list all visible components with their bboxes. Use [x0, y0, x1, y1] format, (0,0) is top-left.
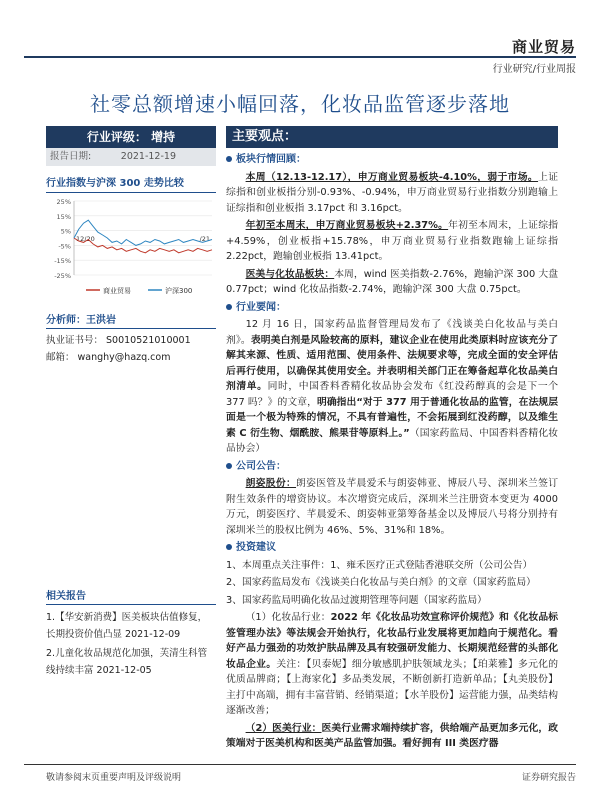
report-date-label: 报告日期: — [50, 151, 92, 162]
y-tick-label: 15% — [56, 212, 71, 221]
bullet-icon — [226, 304, 232, 310]
license-number: 执业证书号： S0010521010001 — [46, 335, 191, 346]
paragraph: （2）医美行业：医美行业需求端持续扩容，供给端产品更加多元化，政策端对于医美机构和医美产品监管加强。看好拥有 III 类医疗器 — [226, 722, 559, 749]
header-category: 商业贸易 — [511, 38, 576, 56]
main-content — [226, 126, 558, 754]
related-title: 相关报告 — [46, 587, 216, 605]
section-industry-news: 行业要闻： — [226, 300, 558, 316]
rating-bar: 行业评级： 增持 — [46, 126, 216, 148]
y-tick-label: -25% — [54, 272, 71, 280]
header-subtitle: 行业研究/行业周报 — [492, 64, 576, 75]
report-title: 社零总额增速小幅回落，化妆品监管逐步落地 — [90, 92, 510, 116]
bullet-icon — [226, 156, 232, 162]
paragraph: （1）化妆品行业：2022 年《化妆品功效宣称评价规范》和《化妆品标签管理办法》等法规会开始执行，化妆品行业发展将更加趋向于规范化。看好产品力强劲的功效护肤品牌及具有较强研发能力、长期规范经营的头部化妆品企业。关注：【贝泰妮】细分敏感肌护肤领域龙头；【珀莱雅】多元化的优质品牌商；【上海家化】多品类发展，不断创新打造新单品；【丸美股份】主打中高端，拥有丰富营销、经销渠道；【水羊股份】运营能力强，品类结构逐渐改善； — [226, 612, 559, 716]
report-date-value: 2021-12-19 — [120, 151, 176, 162]
footer-disclaimer: 敬请参阅末页重要声明及评级说明 — [46, 773, 182, 783]
related-item[interactable]: 2.儿童化妆品规范化加强，芙清生科管线持续丰富 2021-12-05 — [46, 648, 208, 676]
paragraph: 2、国家药监局发布《浅谈美白化妆品与美白剂》的文章（国家药监局） — [226, 577, 536, 588]
analyst-label: 分析师：王洪岩 — [46, 311, 216, 329]
paragraph: 年初至本周末，申万商业贸易板块+2.37%。年初至本周末，上证综指+4.59%，创业板指+15.78%，申万商业贸易行业指数跑输上证综指 2.22pct，跑输创业板指 13.41pct。 — [226, 220, 558, 262]
index-chart — [46, 195, 216, 303]
chart-title: 行业指数与沪深 300 走势比较 — [46, 174, 216, 193]
x-tick-label: 12/20 — [76, 235, 95, 243]
y-tick-label: 25% — [56, 198, 71, 206]
legend-label: 沪深300 — [165, 287, 193, 295]
header-divider — [24, 56, 576, 58]
analyst-email[interactable]: 邮箱： wanghy@hazq.com — [46, 352, 171, 363]
paragraph: 本周（12.13-12.17），申万商业贸易板块-4.10%，弱于市场。上证综指和创业板指分别-0.93%、-0.94%，申万商业贸易行业指数分别跑输上证综指和创业板指 3.17pct 和 3.16pct。 — [226, 171, 558, 214]
y-tick-label: -5% — [58, 242, 71, 251]
paragraph: 医美与化妆品板块：本周，wind 医美指数-2.76%，跑输沪深 300 大盘 0.77pct；wind 化妆品指数-2.74%，跑输沪深 300 大盘 0.75pct。 — [226, 268, 558, 295]
paragraph: 1、本周重点关注事件：1、雍禾医疗正式登陆香港联交所（公司公告） — [226, 559, 533, 571]
x-tick-label: /21 — [199, 235, 210, 243]
section-investment: 投资建议 — [226, 540, 558, 556]
main-heading: 主要观点： — [226, 126, 558, 148]
paragraph: 3、国家药监局明确化妆品过渡期管理等问题（国家药监局） — [226, 594, 487, 606]
related-reports — [46, 587, 216, 681]
bullet-icon — [226, 544, 232, 550]
y-tick-label: -15% — [54, 257, 71, 266]
footer-label: 证券研究报告 — [521, 773, 576, 783]
left-sidebar — [46, 126, 216, 363]
section-market-review: 板块行情回顾： — [226, 152, 558, 168]
y-tick-label: 5% — [60, 227, 71, 236]
section-company-news: 公司公告： — [226, 459, 558, 475]
report-date-row — [46, 148, 216, 166]
related-item[interactable]: 1.【华安新消费】医美板块估值修复，长期投资价值凸显 2021-12-09 — [46, 612, 208, 640]
bullet-icon — [226, 463, 232, 469]
paragraph: 朗姿股份：朗姿医管及芊晨爱禾与朗姿韩亚、博辰八号、深圳米兰签订附生效条件的增资协议。本次增资完成后，深圳米兰注册资本变更为 4000 万元，朗姿医疗、芊晨爱禾、朗姿韩亚第筹备基金以及博辰八号将分别持有深圳米兰的股权比例为 46%、5%、31%和 18%。 — [226, 478, 559, 536]
footer-divider — [24, 764, 576, 765]
index-chart-svg — [46, 195, 216, 303]
legend-label: 商业贸易 — [103, 287, 131, 295]
paragraph: 12 月 16 日，国家药品监督管理局发布了《浅谈美白化妆品与美白剂》。表明美白剂是风险较高的原料，建议企业在使用此类原料时应该充分了解其来源、性质、适用范围、使用条件、法规要求等，完成全面的安全评估后再行使用，以确保其使用安全。并表明相关部门正在筹备起草化妆品美白剂清单。同时，中国香料香精化妆品协会发布《红没药醇真的会是下一个 377 吗？》的文章，明确指出“对于 377 用于普通化妆品的监管，在法规层面是一个极为特殊的情况，不具有普遍性，不会拓展到红没药醇，以及维生素 C 衍生物、烟酰胺、熊果苷等原料上。”（国家药监局、中国香料香精化妆品协会） — [226, 319, 559, 454]
